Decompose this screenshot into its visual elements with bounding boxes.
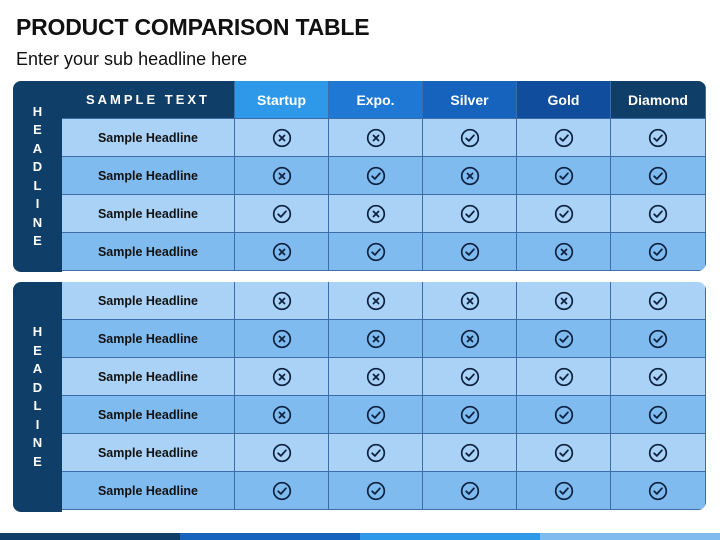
side-label-letter: N (32, 435, 43, 450)
check-circle-icon (460, 204, 480, 224)
check-circle-icon (648, 291, 668, 311)
cross-circle-icon (272, 405, 292, 425)
side-label-letter: H (32, 324, 43, 339)
cross-circle-icon (366, 128, 386, 148)
value-cell-expo (329, 119, 423, 157)
value-cell-startup (235, 195, 329, 233)
side-label-letter: A (32, 361, 43, 376)
value-cell-diamond (611, 434, 706, 472)
value-cell-startup (235, 233, 329, 271)
row-label: Sample Headline (62, 157, 235, 195)
value-cell-startup (235, 282, 329, 320)
check-circle-icon (648, 242, 668, 262)
side-label-letter: A (32, 140, 43, 156)
cross-circle-icon (554, 291, 574, 311)
value-cell-expo (329, 233, 423, 271)
cross-circle-icon (366, 291, 386, 311)
row-label: Sample Headline (62, 472, 235, 510)
column-header-gold: Gold (517, 81, 611, 119)
check-circle-icon (460, 443, 480, 463)
row-label: Sample Headline (62, 320, 235, 358)
check-circle-icon (554, 204, 574, 224)
row-label: Sample Headline (62, 434, 235, 472)
value-cell-silver (423, 157, 517, 195)
value-cell-diamond (611, 396, 706, 434)
value-cell-gold (517, 195, 611, 233)
cross-circle-icon (554, 242, 574, 262)
check-circle-icon (648, 481, 668, 501)
value-cell-diamond (611, 472, 706, 510)
value-cell-diamond (611, 195, 706, 233)
side-label-letter: E (33, 453, 42, 469)
value-cell-startup (235, 472, 329, 510)
value-cell-startup (235, 157, 329, 195)
value-cell-silver (423, 282, 517, 320)
value-cell-expo (329, 434, 423, 472)
value-cell-expo (329, 320, 423, 358)
check-circle-icon (554, 443, 574, 463)
cross-circle-icon (366, 367, 386, 387)
side-label-letter: I (35, 196, 40, 211)
value-cell-diamond (611, 157, 706, 195)
check-circle-icon (554, 405, 574, 425)
check-circle-icon (366, 405, 386, 425)
row-label: Sample Headline (62, 233, 235, 271)
check-circle-icon (648, 443, 668, 463)
value-cell-startup (235, 358, 329, 396)
section-1-side-label (13, 81, 62, 272)
value-cell-diamond (611, 119, 706, 157)
check-circle-icon (460, 242, 480, 262)
value-cell-gold (517, 320, 611, 358)
check-circle-icon (366, 242, 386, 262)
cross-circle-icon (272, 291, 292, 311)
check-circle-icon (366, 481, 386, 501)
footer-accent-bar (0, 533, 720, 540)
header-sample-text: SAMPLE TEXT (62, 81, 235, 119)
check-circle-icon (554, 128, 574, 148)
page-subtitle: Enter your sub headline here (16, 49, 248, 69)
cross-circle-icon (272, 367, 292, 387)
cross-circle-icon (272, 128, 292, 148)
value-cell-silver (423, 320, 517, 358)
check-circle-icon (554, 367, 574, 387)
side-label-letter: D (32, 159, 43, 174)
value-cell-expo (329, 396, 423, 434)
value-cell-expo (329, 472, 423, 510)
check-circle-icon (272, 443, 292, 463)
value-cell-silver (423, 472, 517, 510)
side-label-letter: L (33, 398, 42, 413)
cross-circle-icon (272, 242, 292, 262)
comparison-table-section-1 (62, 81, 706, 271)
check-circle-icon (460, 128, 480, 148)
value-cell-gold (517, 282, 611, 320)
check-circle-icon (366, 443, 386, 463)
side-label-letter: D (32, 379, 43, 395)
value-cell-silver (423, 358, 517, 396)
check-circle-icon (554, 481, 574, 501)
value-cell-startup (235, 119, 329, 157)
value-cell-gold (517, 358, 611, 396)
comparison-table-section-2 (62, 282, 706, 510)
value-cell-gold (517, 434, 611, 472)
check-circle-icon (460, 367, 480, 387)
side-label-letter: E (33, 122, 42, 137)
check-circle-icon (366, 166, 386, 186)
cross-circle-icon (366, 204, 386, 224)
column-header-diamond: Diamond (611, 81, 706, 119)
side-label-letter: I (35, 416, 40, 432)
check-circle-icon (554, 329, 574, 349)
check-circle-icon (648, 405, 668, 425)
value-cell-silver (423, 119, 517, 157)
value-cell-diamond (611, 233, 706, 271)
cross-circle-icon (460, 329, 480, 349)
page-title: PRODUCT COMPARISON TABLE (16, 14, 370, 40)
value-cell-gold (517, 119, 611, 157)
value-cell-silver (423, 434, 517, 472)
side-label-letter: E (33, 342, 42, 358)
value-cell-expo (329, 358, 423, 396)
row-label: Sample Headline (62, 282, 235, 320)
value-cell-expo (329, 282, 423, 320)
check-circle-icon (460, 405, 480, 425)
value-cell-silver (423, 195, 517, 233)
value-cell-diamond (611, 358, 706, 396)
check-circle-icon (272, 204, 292, 224)
cross-circle-icon (460, 166, 480, 186)
value-cell-expo (329, 157, 423, 195)
cross-circle-icon (272, 166, 292, 186)
value-cell-gold (517, 233, 611, 271)
value-cell-startup (235, 434, 329, 472)
cross-circle-icon (460, 291, 480, 311)
value-cell-silver (423, 396, 517, 434)
check-circle-icon (648, 204, 668, 224)
side-label-letter: L (33, 177, 42, 193)
check-circle-icon (648, 329, 668, 349)
side-label-letter: E (33, 233, 42, 248)
side-label-letter: N (32, 214, 43, 230)
row-label: Sample Headline (62, 358, 235, 396)
value-cell-gold (517, 396, 611, 434)
value-cell-expo (329, 195, 423, 233)
check-circle-icon (272, 481, 292, 501)
column-header-silver: Silver (423, 81, 517, 119)
row-label: Sample Headline (62, 195, 235, 233)
check-circle-icon (460, 481, 480, 501)
side-label-letter: H (32, 103, 43, 119)
value-cell-diamond (611, 282, 706, 320)
column-header-expo: Expo. (329, 81, 423, 119)
value-cell-startup (235, 396, 329, 434)
value-cell-diamond (611, 320, 706, 358)
row-label: Sample Headline (62, 396, 235, 434)
check-circle-icon (648, 367, 668, 387)
check-circle-icon (648, 166, 668, 186)
cross-circle-icon (272, 329, 292, 349)
check-circle-icon (648, 128, 668, 148)
cross-circle-icon (366, 329, 386, 349)
value-cell-silver (423, 233, 517, 271)
check-circle-icon (554, 166, 574, 186)
column-header-startup: Startup (235, 81, 329, 119)
value-cell-startup (235, 320, 329, 358)
row-label: Sample Headline (62, 119, 235, 157)
value-cell-gold (517, 157, 611, 195)
value-cell-gold (517, 472, 611, 510)
section-2-side-label (13, 282, 62, 512)
